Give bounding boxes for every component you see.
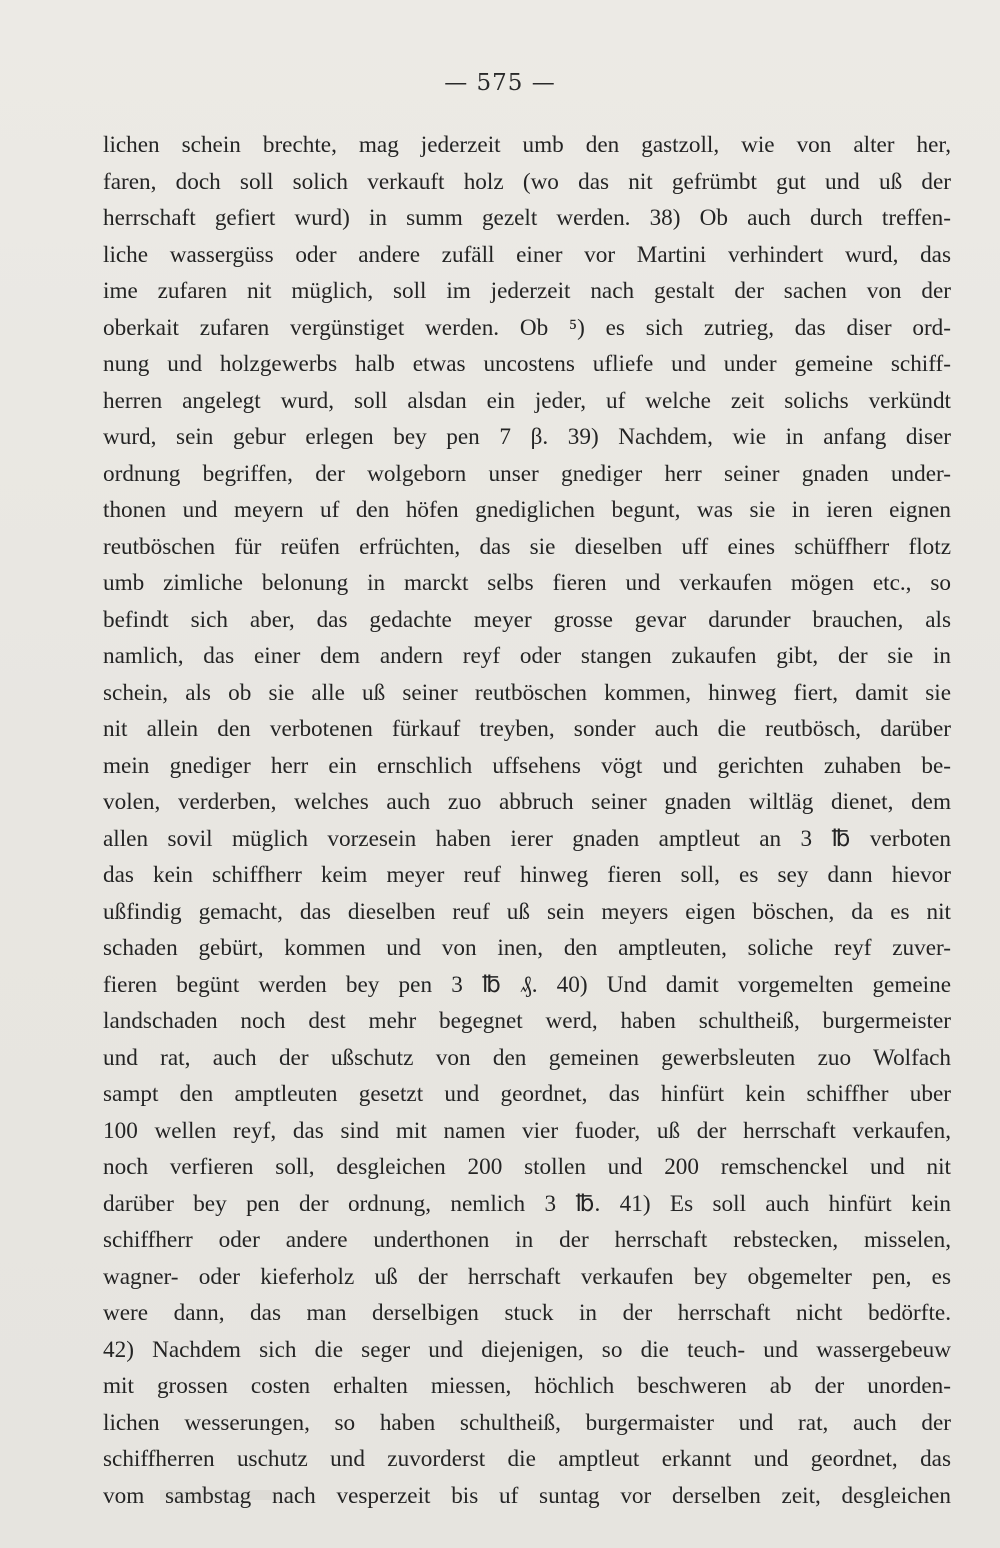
text-line: wagner- oder kieferholz uß der herrschaft verkaufen bey obgemelter pen, es (103, 1263, 951, 1290)
text-line: das kein schiffherr keim meyer reuf hinweg fieren soll, es sey dann hievor (103, 862, 951, 888)
text-line: mit grossen costen erhalten miessen, höchlich beschweren ab der unorden- (103, 1373, 951, 1399)
text-line: mein gnediger herr ein ernschlich uffsehens vögt und gerichten zuhaben be- (103, 752, 951, 779)
text-line: landschaden noch dest mehr begegnet werd, haben schultheiß, burgermeister (103, 1008, 951, 1034)
text-line: lichen schein brechte, mag jederzeit umb den gastzoll, wie von alter her, (103, 132, 951, 158)
text-line: schaden gebürt, kommen und von inen, den amptleuten, soliche reyf zuver- (103, 935, 951, 961)
text-line: herrschaft gefiert wurd) in summ gezelt werden. 38) Ob auch durch treffen- (103, 205, 951, 231)
text-line: oberkait zufaren vergünstiget werden. Ob ⁵) es sich zutrieg, das diser ord- (103, 314, 951, 341)
text-line: reutböschen für reüfen erfrüchten, das sie dieselben uff eines schüffherr flotz (103, 533, 951, 560)
text-line: ußfindig gemacht, das dieselben reuf uß sein meyers eigen böschen, da es nit (103, 898, 951, 925)
text-line: lichen wesserungen, so haben schultheiß, burgermaister und rat, auch der (103, 1409, 951, 1436)
text-line: noch verfieren soll, desgleichen 200 stollen und 200 remschenckel und nit (103, 1154, 951, 1180)
text-line: wurd, sein gebur erlegen bey pen 7 β. 39) Nachdem, wie in anfang diser (103, 424, 951, 450)
text-line: vom sambstag nach vesperzeit bis uf suntag vor derselben zeit, desgleichen (103, 1482, 951, 1509)
text-line: herren angelegt wurd, soll alsdan ein jeder, uf welche zeit solichs verkündt (103, 387, 951, 414)
text-line: were dann, das man derselbigen stuck in der herrschaft nicht bedörfte. (103, 1300, 951, 1326)
text-line: namlich, das einer dem andern reyf oder stangen zukaufen gibt, der sie in (103, 643, 951, 669)
text-line: sampt den amptleuten gesetzt und geordnet, das hinfürt kein schiffher uber (103, 1081, 951, 1107)
body-text (103, 127, 951, 1514)
page-number: — 575 — (444, 70, 556, 96)
text-line: volen, verderben, welches auch zuo abbruch seiner gnaden wiltläg dienet, dem (103, 789, 951, 815)
text-line: schiffherr oder andere underthonen in der herrschaft rebstecken, misselen, (103, 1227, 951, 1253)
text-line: liche wassergüss oder andere zufäll einer vor Martini verhindert wurd, das (103, 241, 951, 268)
text-line: nit allein den verbotenen fürkauf treyben, sonder auch die reutbösch, darüber (103, 716, 951, 742)
text-line: nung und holzgewerbs halb etwas uncostens ufliefe und under gemeine schiff- (103, 351, 951, 377)
text-line: 100 wellen reyf, das sind mit namen vier fuoder, uß der herrschaft verkaufen, (103, 1117, 951, 1144)
text-line: schein, als ob sie alle uß seiner reutböschen kommen, hinweg fiert, damit sie (103, 679, 951, 706)
text-line: allen sovil müglich vorzesein haben ierer gnaden amptleut an 3 ℔ verboten (103, 825, 951, 852)
text-line: 42) Nachdem sich die seger und diejenigen, so die teuch- und wassergebeuw (103, 1336, 951, 1363)
bleed-through-mark (160, 1490, 280, 1500)
text-line: befindt sich aber, das gedachte meyer grosse gevar darunder brauchen, als (103, 606, 951, 633)
text-line: faren, doch soll solich verkauft holz (wo das nit gefrümbt gut und uß der (103, 168, 951, 195)
text-line: umb zimliche belonung in marckt selbs fieren und verkaufen mögen etc., so (103, 570, 951, 596)
text-line: darüber bey pen der ordnung, nemlich 3 ℔. 41) Es soll auch hinfürt kein (103, 1190, 951, 1217)
text-line: ordnung begriffen, der wolgeborn unser gnediger herr seiner gnaden under- (103, 460, 951, 487)
text-line: thonen und meyern uf den höfen gnediglichen begunt, was sie in ieren eignen (103, 497, 951, 523)
text-line: schiffherren uschutz und zuvorderst die amptleut erkannt und geordnet, das (103, 1446, 951, 1472)
text-line: ime zufaren nit müglich, soll im jederzeit nach gestalt der sachen von der (103, 278, 951, 304)
text-line: fieren begünt werden bey pen 3 ℔ ₰. 40) Und damit vorgemelten gemeine (103, 971, 951, 998)
text-line: und rat, auch der ußschutz von den gemeinen gewerbsleuten zuo Wolfach (103, 1044, 951, 1071)
